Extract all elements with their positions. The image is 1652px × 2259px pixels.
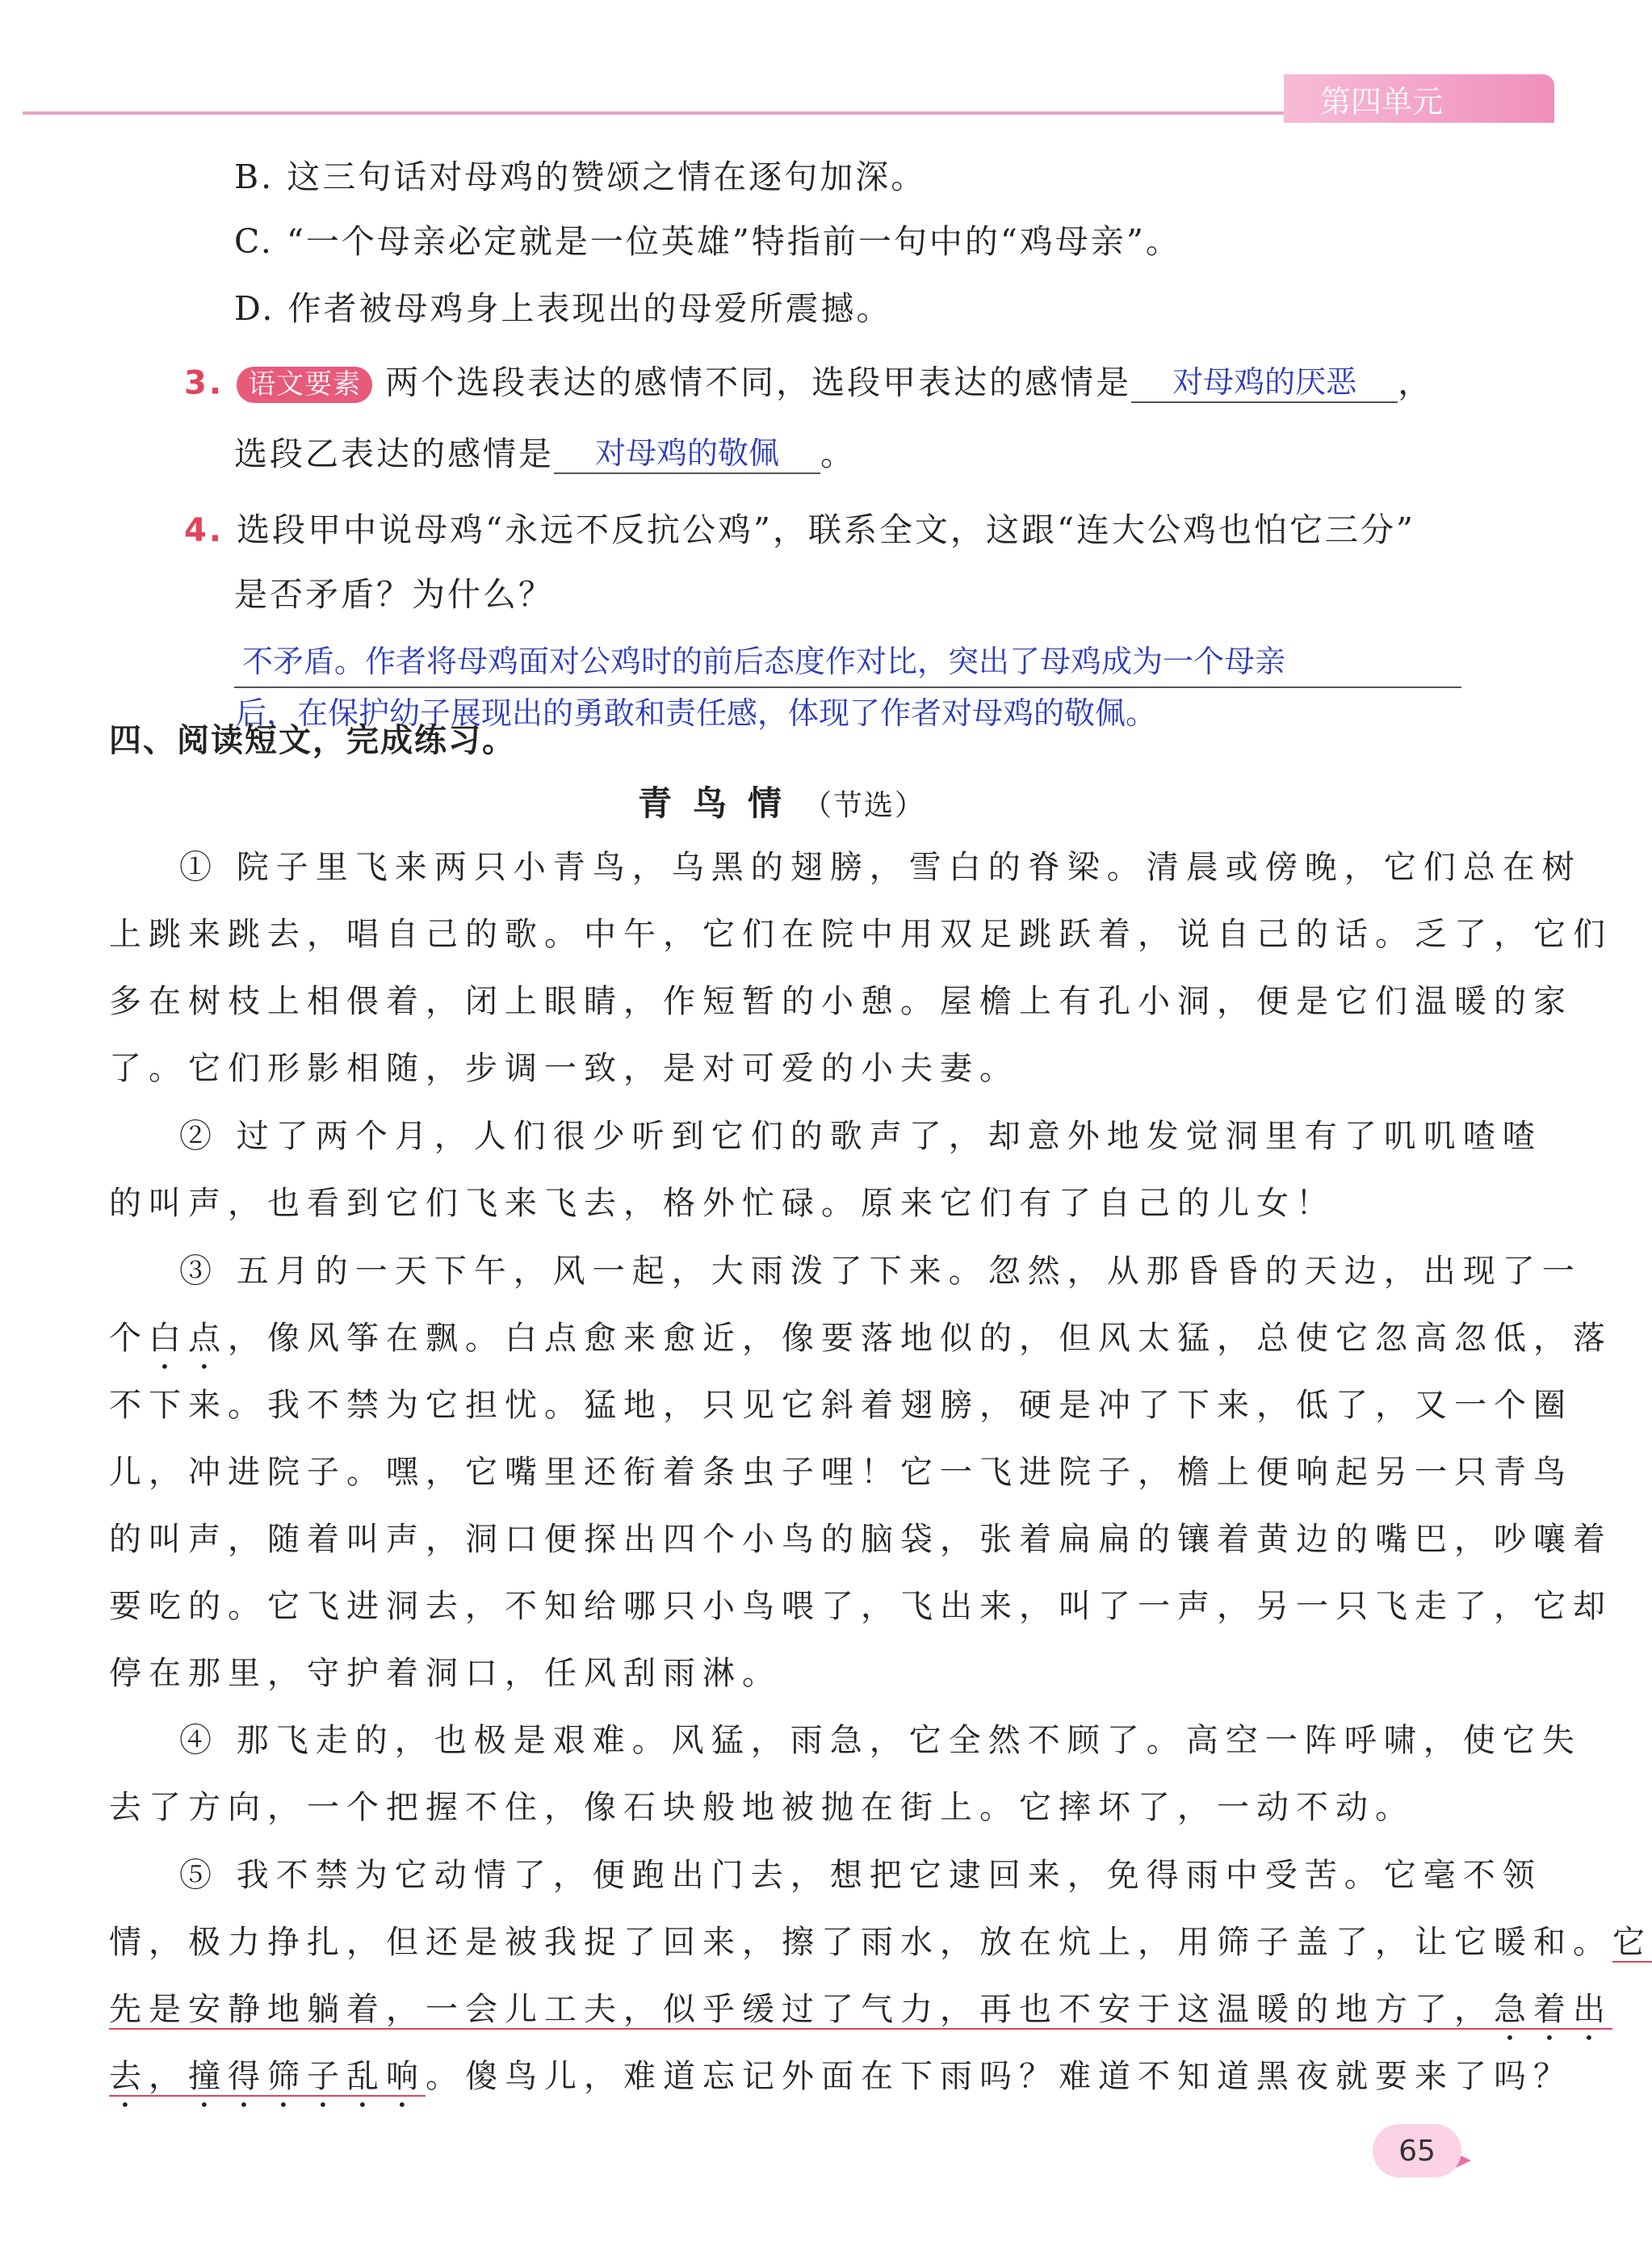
text-span: 个 [109, 1320, 149, 1357]
article-subtitle: （节选） [803, 789, 926, 822]
article-heading [638, 777, 925, 825]
answer-blank-b[interactable] [554, 433, 820, 474]
question-3 [184, 362, 1433, 403]
underlined-text: 先是安静地躺着，一会儿工夫，似乎缓过了气力，再也不安于这温暖的地方了， [109, 1991, 1494, 2028]
punctuation: 。 [820, 435, 856, 473]
section-title: 四、阅读短文，完成练习。 [109, 722, 516, 759]
text-span: 。傻鸟儿，难道忘记外面在下雨吗？难道不知道黑夜就要来了吗？ [426, 2058, 1573, 2095]
underlined-text: 它 [1612, 1924, 1652, 1961]
option-d: D. 作者被母鸡身上表现出的母爱所震撼。 [234, 289, 892, 328]
p4-line-2: 去了方向，一个把握不住，像石块般地被抛在街上。它摔坏了，一动不动。 [109, 1789, 1415, 1826]
header-rule [23, 111, 1298, 115]
answer-blank-a[interactable] [1131, 362, 1398, 403]
handwritten-answer: 对母鸡的敬佩 [594, 435, 779, 471]
underlined-emphasized-text: 去，撞得筛子乱响 [109, 2058, 426, 2095]
emphasized-text: 白点 [149, 1320, 228, 1357]
handwritten-answer-1: 不矛盾。作者将母鸡面对公鸡时的前后态度作对比，突出了母鸡成为一个母亲 [242, 644, 1286, 679]
punctuation: ， [1398, 363, 1434, 402]
question-number: 3. [184, 364, 224, 402]
handwritten-answer-2: 后，在保护幼子展现出的勇敢和责任感，体现了作者对母鸡的敬佩。 [236, 695, 1157, 731]
p5-line-4 [109, 2057, 1573, 2114]
p1-line-2: 上跳来跳去，唱自己的歌。中午，它们在院中用双足跳跃着，说自己的话。乏了，它们 [109, 916, 1612, 953]
question-number: 4. [184, 512, 224, 549]
handwritten-answer: 对母鸡的厌恶 [1172, 364, 1357, 400]
option-c: C. “一个母亲必定就是一位英雄”特指前一句中的“鸡母亲”。 [234, 222, 1181, 261]
unit-tab: 第四单元 [1284, 74, 1554, 123]
p4-line-1: ④ 那飞走的，也极是艰难。风猛，雨急，它全然不顾了。高空一阵呼啸，使它失 [179, 1722, 1582, 1759]
p2-line-1: ② 过了两个月，人们很少听到它们的歌声了，却意外地发觉洞里有了叽叽喳喳 [179, 1118, 1542, 1155]
question-text: 选段甲中说母鸡“永远不反抗公鸡”，联系全文，这跟“连大公鸡也怕它三分” [237, 510, 1415, 549]
p3-line-7: 停在那里，守护着洞口，任风刮雨淋。 [109, 1655, 782, 1692]
yuwen-yaosu-tag: 语文要素 [237, 367, 372, 403]
p3-line-1: ③ 五月的一天下午，风一起，大雨泼了下来。忽然，从那昏昏的天边，出现了一 [179, 1253, 1582, 1290]
p3-line-5: 的叫声，随着叫声，洞口便探出四个小鸟的脑袋，张着扁扁的镶着黄边的嘴巴，吵嚷着 [109, 1521, 1612, 1558]
underlined-emphasized-text: 急着出 [1494, 1991, 1612, 2028]
p3-line-4: 儿，冲进院子。嘿，它嘴里还衔着条虫子哩！它一飞进院子，檐上便响起另一只青鸟 [109, 1454, 1573, 1491]
p5-line-2 [109, 1923, 1652, 1962]
p1-line-4: 了。它们形影相随，步调一致，是对可爱的小夫妻。 [109, 1050, 1019, 1087]
p5-line-1: ⑤ 我不禁为它动情了，便跑出门去，想把它逮回来，免得雨中受苦。它毫不领 [179, 1857, 1542, 1894]
p1-line-1: ① 院子里飞来两只小青鸟，乌黑的翅膀，雪白的脊梁。清晨或傍晚，它们总在树 [179, 849, 1582, 886]
question-text: 两个选段表达的感情不同，选段甲表达的感情是 [385, 363, 1132, 402]
question-4-line-2: 是否矛盾？为什么？ [234, 575, 554, 614]
p3-line-3: 不下来。我不禁为它担忧。猛地，只见它斜着翅膀，硬是冲了下来，低了，又一个圈 [109, 1387, 1573, 1424]
option-b: B. 这三句话对母鸡的赞颂之情在逐句加深。 [234, 157, 927, 196]
p3-line-6: 要吃的。它飞进洞去，不知给哪只小鸟喂了，飞出来，叫了一声，另一只飞走了，它却 [109, 1588, 1612, 1625]
p3-line-2 [109, 1319, 1612, 1376]
page-number: 65 [1373, 2124, 1461, 2177]
p5-line-3 [109, 1990, 1612, 2047]
question-3-line-2 [234, 433, 856, 474]
question-text: 选段乙表达的感情是 [234, 435, 554, 473]
article-title: 青鸟情 [638, 783, 803, 823]
p2-line-2: 的叫声，也看到它们飞来飞去，格外忙碌。原来它们有了自己的儿女！ [109, 1185, 1335, 1222]
p1-line-3: 多在树枝上相偎着，闭上眼睛，作短暂的小憩。屋檐上有孔小洞，便是它们温暖的家 [109, 983, 1573, 1020]
question-4 [184, 510, 1415, 550]
text-span: ，像风筝在飘。白点愈来愈近，像要落地似的，但风太猛，总使它忽高忽低，落 [228, 1320, 1612, 1357]
text-span: 情，极力挣扎，但还是被我捉了回来，擦了雨水，放在炕上，用筛子盖了，让它暖和。 [109, 1924, 1612, 1961]
